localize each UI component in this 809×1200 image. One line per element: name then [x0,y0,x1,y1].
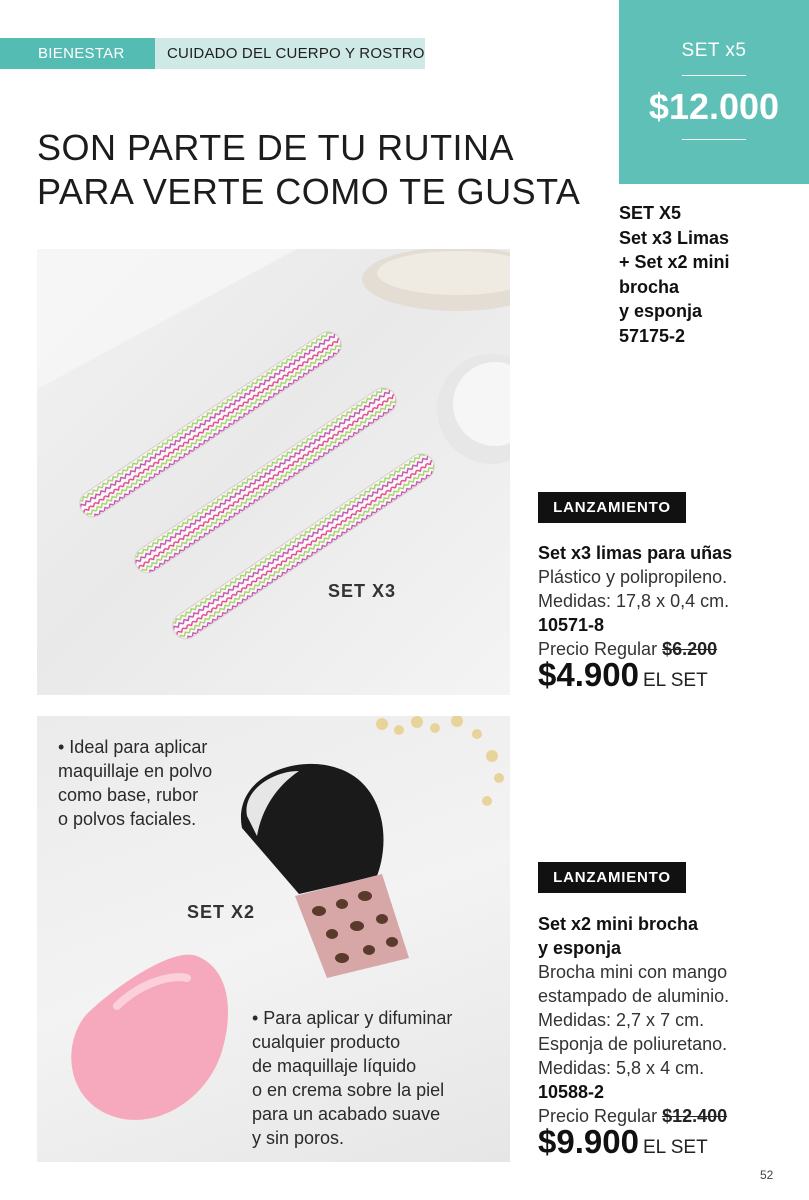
bullet-line: para un acabado suave [252,1104,441,1124]
nail-files-illustration [37,249,510,695]
product-desc-line: Medidas: 5,8 x 4 cm. [538,1058,705,1078]
product-name: y esponja [538,938,622,958]
section-label: BIENESTAR [38,45,125,62]
offer-price: $4.900 [538,656,639,693]
subsection-label: CUIDADO DEL CUERPO Y ROSTRO [167,45,425,62]
regular-price: $6.200 [662,639,718,659]
brush-benefits [58,735,212,831]
set-x3-label: SET X3 [328,581,397,601]
set-price-amount: $12.000 [648,86,780,127]
set-title-code: 57175-2 [619,325,686,346]
flowers-decoration [376,716,504,806]
set-title-line: Set x3 Limas [619,227,730,248]
product-code: 10571-8 [538,615,605,635]
bullet-line: de maquillaje líquido [252,1056,417,1076]
divider [682,75,746,76]
set-price-label: SET x5 [681,40,747,61]
bullet-line: • Ideal para aplicar [58,737,208,757]
makeup-sponge [71,955,228,1120]
set-title-line: SET X5 [619,203,682,223]
bullet-line: y sin poros. [252,1128,345,1148]
product-desc-line: Brocha mini con mango [538,962,728,982]
product-desc-line: Medidas: 17,8 x 0,4 cm. [538,591,730,611]
price-unit: EL SET [642,1137,708,1158]
nail-files-photo [37,249,510,695]
bullet-line: maquillaje en polvo [58,761,213,781]
kabuki-brush [241,764,409,978]
headline-line: SON PARTE DE TU RUTINA [37,127,515,168]
set-price-box [619,0,809,184]
headline-line: PARA VERTE COMO TE GUSTA [37,171,581,212]
product-desc-line: Plástico y polipropileno. [538,567,728,587]
set-x2-label: SET X2 [187,902,256,922]
set-bundle-title [619,201,730,348]
sponge-benefits [252,1006,452,1150]
product-name: Set x2 mini brocha [538,914,699,934]
brush-sponge-photo [37,716,510,1162]
product-code: 10588-2 [538,1082,605,1102]
set-title-line: brocha [619,276,680,297]
regular-price-label: Precio Regular [538,639,658,659]
divider [682,139,746,140]
launch-badge: LANZAMIENTO [538,492,686,523]
nail-file-1 [75,327,347,522]
product-brush-sponge [538,912,729,1160]
product-desc-line: Esponja de poliuretano. [538,1034,728,1054]
bullet-line: o en crema sobre la piel [252,1080,445,1100]
regular-price: $12.400 [662,1106,728,1126]
offer-price-line [538,1123,729,1160]
product-desc-line: estampado de aluminio. [538,986,730,1006]
set-title-line: + Set x2 mini [619,252,730,272]
bullet-line: como base, rubor [58,785,199,805]
regular-price-label: Precio Regular [538,1106,658,1126]
nail-file-3 [168,449,440,644]
section-tag [0,38,155,69]
product-desc-line: Medidas: 2,7 x 7 cm. [538,1010,705,1030]
product-name: Set x3 limas para uñas [538,543,733,563]
offer-price: $9.900 [538,1123,639,1160]
bullet-line: cualquier producto [252,1032,401,1052]
nail-file-2 [130,383,402,578]
page-number: 52 [760,1168,774,1182]
launch-badge: LANZAMIENTO [538,862,686,893]
price-unit: EL SET [642,670,708,691]
product-nail-files [538,541,732,693]
set-title-line: y esponja [619,301,703,321]
bullet-line: • Para aplicar y difuminar [252,1008,453,1028]
bullet-line: o polvos faciales. [58,809,197,829]
page-headline [37,126,581,214]
offer-price-line [538,656,732,693]
subsection-tag [155,38,425,69]
